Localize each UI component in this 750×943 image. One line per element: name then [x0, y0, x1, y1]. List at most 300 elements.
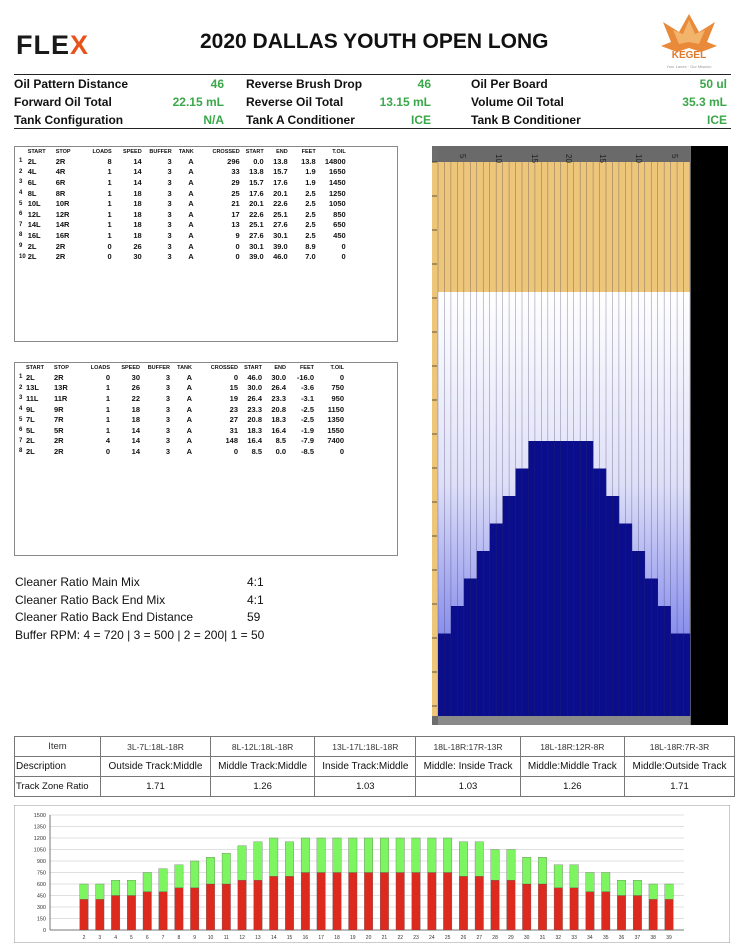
load-cell: 1050 — [329, 199, 346, 209]
load-cell: 2R — [54, 436, 64, 446]
bar-segment-top — [301, 838, 310, 873]
load-cell: 29 — [231, 177, 240, 187]
load-cell: A — [186, 436, 192, 446]
load-header: TANK — [177, 364, 192, 371]
y-tick-label: 1200 — [33, 836, 46, 842]
load-cell: 23 — [229, 404, 238, 414]
load-cell: 0 — [107, 252, 112, 262]
load-cell: 14 — [131, 436, 140, 446]
oil-column — [477, 551, 484, 716]
load-cell: A — [186, 446, 192, 456]
load-row — [15, 230, 347, 241]
zone-ratio: 1.71 — [624, 777, 734, 797]
load-cell: 1 — [107, 230, 112, 240]
load-cell: 46.0 — [247, 372, 262, 382]
y-tick-label: 750 — [36, 870, 46, 877]
load-cell: -1.9 — [301, 425, 314, 435]
bar-segment-base — [459, 876, 468, 930]
load-header: END — [276, 148, 288, 155]
page-title: 2020 DALLAS YOUTH OPEN LONG — [200, 30, 549, 53]
track-zone-table — [14, 736, 735, 797]
load-cell: 3 — [165, 446, 170, 456]
oil-column — [496, 524, 503, 717]
load-cell: A — [188, 199, 194, 209]
zone-description: Middle:Outside Track — [624, 757, 734, 777]
load-cell: 2.5 — [305, 188, 316, 198]
oil-column — [509, 496, 516, 716]
load-cell: A — [186, 393, 192, 403]
bar-segment-top — [238, 846, 247, 881]
oil-column — [522, 469, 529, 717]
load-cell: 2L — [26, 436, 35, 446]
bar-segment-base — [554, 888, 563, 930]
load-header: STOP — [54, 364, 69, 371]
load-cell: A — [188, 167, 194, 177]
bar-segment-base — [633, 896, 642, 931]
bar-segment-top — [428, 838, 437, 873]
bar-segment-top — [380, 838, 389, 873]
x-tick-label: 31 — [539, 935, 546, 941]
oil-column — [535, 441, 542, 716]
x-tick-label: 10 — [207, 935, 214, 941]
load-cell: -8.5 — [301, 446, 314, 456]
stats-top-rule — [14, 74, 731, 75]
bar-segment-top — [222, 853, 231, 884]
load-cell: 15.7 — [273, 167, 288, 177]
bar-segment-top — [175, 865, 184, 888]
bar-segment-base — [538, 884, 547, 930]
x-tick-label: 22 — [397, 935, 404, 941]
x-tick-label: 24 — [429, 935, 435, 941]
load-header: STOP — [55, 148, 71, 155]
load-row-index: 4 — [19, 406, 23, 413]
bar-segment-top — [396, 838, 405, 873]
reverse-load-table — [14, 362, 398, 556]
load-cell: 0 — [233, 446, 238, 456]
oil-column — [444, 634, 451, 717]
load-row-index: 9 — [19, 243, 23, 250]
load-cell: 30 — [131, 372, 140, 382]
bar-segment-top — [586, 873, 595, 892]
load-cell: 13R — [54, 383, 68, 393]
oil-column — [632, 551, 639, 716]
x-tick-label: 5 — [130, 935, 133, 941]
load-cell: 17 — [231, 209, 240, 219]
flex-logo — [16, 30, 89, 61]
load-cell: 13L — [26, 383, 39, 393]
x-tick-label: 38 — [650, 935, 656, 941]
bar-segment-top — [602, 873, 611, 892]
load-cell: 0 — [235, 252, 240, 262]
load-cell: 14 — [131, 425, 140, 435]
x-tick-label: 35 — [602, 935, 609, 941]
load-cell: 1 — [107, 188, 112, 198]
load-cell: 0.0 — [275, 446, 286, 456]
x-tick-label: 16 — [302, 935, 309, 941]
oil-column — [541, 441, 548, 716]
load-cell: 0 — [341, 252, 346, 262]
x-tick-label: 12 — [239, 935, 245, 941]
load-cell: 18.3 — [247, 425, 262, 435]
stat-value: 46 — [210, 77, 224, 91]
bar-segment-base — [269, 876, 278, 930]
stat-value: 13.15 mL — [379, 95, 431, 109]
load-cell: 3 — [165, 393, 170, 403]
load-row — [15, 188, 347, 199]
oil-column — [438, 634, 445, 717]
load-cell: 2R — [55, 156, 66, 166]
bar-segment-base — [412, 873, 421, 931]
load-cell: 14 — [133, 156, 142, 166]
load-cell: 14800 — [324, 156, 346, 166]
load-cell: A — [188, 220, 194, 230]
oil-column — [600, 469, 607, 717]
x-tick-label: 26 — [460, 935, 467, 941]
bar-segment-top — [96, 884, 105, 899]
bar-segment-base — [127, 896, 135, 931]
load-row — [15, 436, 345, 447]
x-tick-label: 39 — [666, 935, 672, 941]
load-cell: 20.1 — [273, 188, 288, 198]
load-cell: 2.5 — [305, 230, 316, 240]
cleaner-value: 4:1 — [247, 592, 264, 607]
load-cell: 1450 — [329, 177, 346, 187]
bar-segment-base — [238, 880, 247, 930]
board-label: 15 — [598, 154, 607, 163]
load-cell: 2L — [27, 252, 37, 262]
load-cell: 46.0 — [273, 252, 288, 262]
bar-segment-base — [222, 884, 231, 930]
bar-segment-top — [143, 873, 152, 892]
load-cell: 1550 — [327, 425, 344, 435]
bar-segment-base — [522, 884, 531, 930]
load-cell: 26.4 — [271, 383, 286, 393]
load-row-index: 8 — [19, 448, 23, 455]
stat-label: Tank Configuration — [14, 113, 124, 127]
x-tick-label: 29 — [508, 935, 514, 941]
bar-segment-base — [602, 892, 611, 930]
logo-text: FLE — [16, 30, 70, 60]
load-header: T.OIL — [332, 148, 346, 155]
bar-segment-top — [617, 880, 626, 895]
board-label: 5 — [670, 154, 679, 159]
load-cell: 296 — [227, 156, 240, 166]
load-row — [15, 425, 345, 436]
load-cell: 3 — [165, 415, 170, 425]
oil-column — [503, 496, 510, 716]
stat-label: Reverse Oil Total — [246, 95, 344, 109]
bar-segment-base — [159, 892, 168, 930]
x-tick-label: 28 — [492, 935, 498, 941]
load-cell: 13.8 — [273, 156, 288, 166]
x-tick-label: 36 — [618, 935, 625, 941]
load-cell: 26.4 — [247, 393, 262, 403]
stat-label: Volume Oil Total — [471, 95, 564, 109]
load-cell: 23.3 — [271, 393, 286, 403]
bar-segment-base — [428, 873, 437, 931]
bar-segment-base — [396, 873, 405, 931]
load-cell: 650 — [333, 220, 346, 230]
load-row-index: 10 — [19, 253, 26, 260]
bar-segment-top — [649, 884, 658, 899]
load-cell: 9L — [26, 404, 35, 414]
forward-load-table — [14, 146, 398, 342]
load-cell: 18.3 — [271, 415, 286, 425]
load-cell: 750 — [331, 383, 344, 393]
lane-graph-svg — [432, 146, 728, 725]
load-row — [15, 220, 347, 231]
load-cell: 3 — [165, 383, 170, 393]
load-cell: 0 — [235, 241, 240, 251]
bar-segment-top — [159, 869, 168, 892]
item-header: Item — [15, 737, 101, 757]
load-cell: 1 — [105, 404, 110, 414]
bar-segment-base — [80, 899, 89, 930]
oil-column — [651, 579, 658, 717]
bar-segment-top — [522, 857, 531, 884]
y-tick-label: 900 — [36, 859, 46, 865]
bar-segment-base — [206, 884, 215, 930]
bar-segment-base — [175, 888, 184, 930]
load-cell: 14 — [133, 177, 142, 187]
load-cell: 31 — [229, 425, 238, 435]
stat-value: 50 ul — [699, 77, 727, 91]
load-cell: 18 — [133, 220, 142, 230]
load-row — [15, 251, 347, 262]
oil-column — [671, 634, 678, 717]
load-cell: 5R — [54, 425, 64, 435]
load-row-index: 5 — [19, 200, 23, 207]
load-header: FEET — [301, 148, 316, 155]
bar-segment-base — [649, 899, 658, 930]
load-cell: 3 — [167, 230, 172, 240]
load-row — [15, 198, 347, 209]
load-cell: 16.4 — [271, 425, 286, 435]
load-cell: -2.5 — [301, 404, 314, 414]
load-cell: 8 — [107, 156, 112, 166]
load-cell: 25 — [231, 188, 240, 198]
load-cell: 21 — [231, 199, 240, 209]
load-header: START — [245, 148, 264, 155]
x-tick-label: 14 — [270, 935, 277, 941]
load-cell: 12R — [55, 209, 70, 219]
bar-segment-top — [554, 865, 563, 888]
load-cell: 0 — [339, 446, 344, 456]
bar-segment-top — [254, 842, 262, 880]
load-row — [15, 167, 347, 178]
load-cell: A — [186, 425, 192, 435]
bar-segment-base — [665, 899, 674, 930]
load-row — [15, 156, 347, 167]
load-cell: 18 — [133, 188, 142, 198]
oil-column — [580, 441, 587, 716]
oil-column — [451, 606, 458, 716]
bar-segment-top — [665, 884, 674, 899]
load-cell: 14 — [133, 167, 142, 177]
load-cell: 9 — [235, 230, 240, 240]
bar-segment-top — [190, 861, 199, 888]
load-cell: 2L — [26, 372, 35, 382]
description-header: Description — [15, 757, 101, 777]
load-cell: 1250 — [329, 188, 346, 198]
load-cell: 3 — [165, 372, 170, 382]
bar-segment-base — [301, 873, 310, 931]
cleaner-value: 59 — [247, 610, 261, 624]
load-cell: 8.5 — [251, 446, 262, 456]
load-cell: 2R — [55, 241, 66, 251]
load-row-index: 1 — [19, 158, 23, 165]
x-tick-label: 3 — [98, 935, 102, 941]
load-cell: 3 — [165, 404, 170, 414]
bar-segment-top — [333, 838, 342, 873]
bar-segment-base — [254, 880, 262, 930]
load-cell: 3 — [167, 199, 172, 209]
bar-segment-base — [143, 892, 152, 930]
oil-column — [470, 579, 477, 717]
buffer-rpm-text: Buffer RPM: 4 = 720 | 3 = 500 | 2 = 200| 1 = 50 — [15, 628, 265, 642]
cleaner-label: Cleaner Ratio Main Mix — [15, 575, 140, 589]
x-tick-label: 4 — [114, 935, 118, 941]
load-cell: 2.5 — [305, 220, 316, 230]
bar-segment-top — [111, 880, 120, 895]
load-cell: 2L — [27, 241, 37, 251]
load-header: END — [274, 364, 286, 371]
gutter-strip — [432, 162, 438, 716]
load-cell: 1.9 — [305, 177, 316, 187]
load-cell: 950 — [331, 393, 344, 403]
brand-sub-text: Your Lanes · Our Mission — [666, 64, 712, 69]
load-cell: 18 — [131, 415, 140, 425]
oil-column — [567, 441, 574, 716]
load-cell: 2.5 — [305, 209, 316, 219]
oil-column — [612, 496, 619, 716]
oil-column — [684, 634, 691, 717]
bar-segment-top — [206, 857, 215, 884]
oil-column — [464, 579, 471, 717]
bar-segment-top — [269, 838, 278, 876]
load-cell: 2L — [26, 446, 35, 456]
stat-value: N/A — [203, 113, 224, 127]
oil-column — [554, 441, 561, 716]
load-row-index: 7 — [19, 221, 23, 228]
oil-column — [645, 579, 652, 717]
load-cell: 3 — [165, 436, 170, 446]
load-cell: 9R — [54, 404, 64, 414]
oil-volume-bar-chart — [14, 805, 730, 943]
x-tick-label: 13 — [255, 935, 261, 941]
bar-segment-top — [80, 884, 89, 899]
load-cell: A — [188, 177, 194, 187]
load-cell: 12L — [27, 209, 41, 219]
load-cell: A — [186, 415, 192, 425]
load-cell: 20.8 — [247, 415, 262, 425]
load-cell: 16L — [27, 230, 41, 240]
load-cell: 7L — [26, 415, 35, 425]
load-cell: 0 — [107, 241, 112, 251]
board-label: 5 — [458, 154, 467, 159]
index-header — [15, 147, 27, 156]
load-cell: 1.9 — [305, 167, 316, 177]
load-cell: 8.9 — [305, 241, 316, 251]
x-tick-label: 21 — [381, 935, 388, 941]
bar-segment-base — [617, 896, 626, 931]
bar-segment-top — [633, 880, 642, 895]
load-cell: 7400 — [327, 436, 344, 446]
load-header: LOADS — [90, 364, 110, 371]
load-cell: 0 — [105, 446, 110, 456]
load-cell: 26 — [133, 241, 142, 251]
logo-x: X — [70, 30, 90, 60]
load-cell: 26 — [131, 383, 140, 393]
forward-load-grid — [15, 147, 347, 262]
load-header: BUFFER — [147, 364, 170, 371]
x-tick-label: 8 — [177, 935, 181, 941]
load-cell: 10L — [27, 199, 41, 209]
x-tick-label: 17 — [318, 935, 324, 941]
load-cell: A — [188, 252, 194, 262]
load-cell: A — [188, 188, 194, 198]
load-row — [15, 383, 345, 394]
ratio-header: Track Zone Ratio — [15, 777, 101, 797]
load-cell: 2R — [54, 446, 64, 456]
stat-value: ICE — [410, 113, 431, 127]
x-tick-label: 6 — [145, 935, 149, 941]
load-header: CROSSED — [210, 364, 238, 371]
oil-column — [664, 606, 671, 716]
bar-segment-top — [412, 838, 421, 873]
load-cell: 13.8 — [249, 167, 264, 177]
board-label: 10 — [494, 154, 503, 163]
oil-column — [587, 441, 594, 716]
load-row-index: 6 — [19, 427, 23, 434]
load-cell: 30.1 — [273, 230, 288, 240]
load-cell: 18 — [133, 199, 142, 209]
load-row — [15, 209, 347, 220]
load-cell: 14R — [55, 220, 70, 230]
load-cell: 20.8 — [271, 404, 286, 414]
stat-value: 46 — [417, 77, 431, 91]
stat-label: Oil Pattern Distance — [14, 77, 129, 91]
x-tick-label: 11 — [223, 935, 229, 941]
load-header: START — [27, 148, 46, 155]
load-cell: 1 — [105, 383, 110, 393]
load-row — [15, 241, 347, 252]
load-cell: 33 — [231, 167, 240, 177]
load-row-index: 5 — [19, 416, 23, 423]
load-cell: 17.6 — [273, 177, 288, 187]
load-cell: A — [188, 156, 194, 166]
load-cell: 2R — [55, 252, 66, 262]
zone-ratio: 1.26 — [210, 777, 314, 797]
zone-description: Outside Track:Middle — [101, 757, 211, 777]
load-row-index: 3 — [19, 395, 23, 402]
load-cell: 15 — [229, 383, 238, 393]
oil-column — [490, 524, 497, 717]
oil-column — [528, 441, 535, 716]
board-label: 20 — [564, 154, 573, 163]
x-tick-label: 27 — [476, 935, 483, 941]
load-cell: 39.0 — [249, 252, 264, 262]
load-row-index: 3 — [19, 179, 23, 186]
load-cell: 6R — [55, 177, 66, 187]
stat-label: Tank A Conditioner — [246, 113, 355, 127]
load-row-index: 4 — [19, 190, 23, 197]
load-cell: 3 — [165, 425, 170, 435]
load-cell: A — [188, 209, 194, 219]
load-cell: 30.0 — [271, 372, 286, 382]
load-cell: 22 — [131, 393, 140, 403]
load-cell: 6L — [27, 177, 37, 187]
